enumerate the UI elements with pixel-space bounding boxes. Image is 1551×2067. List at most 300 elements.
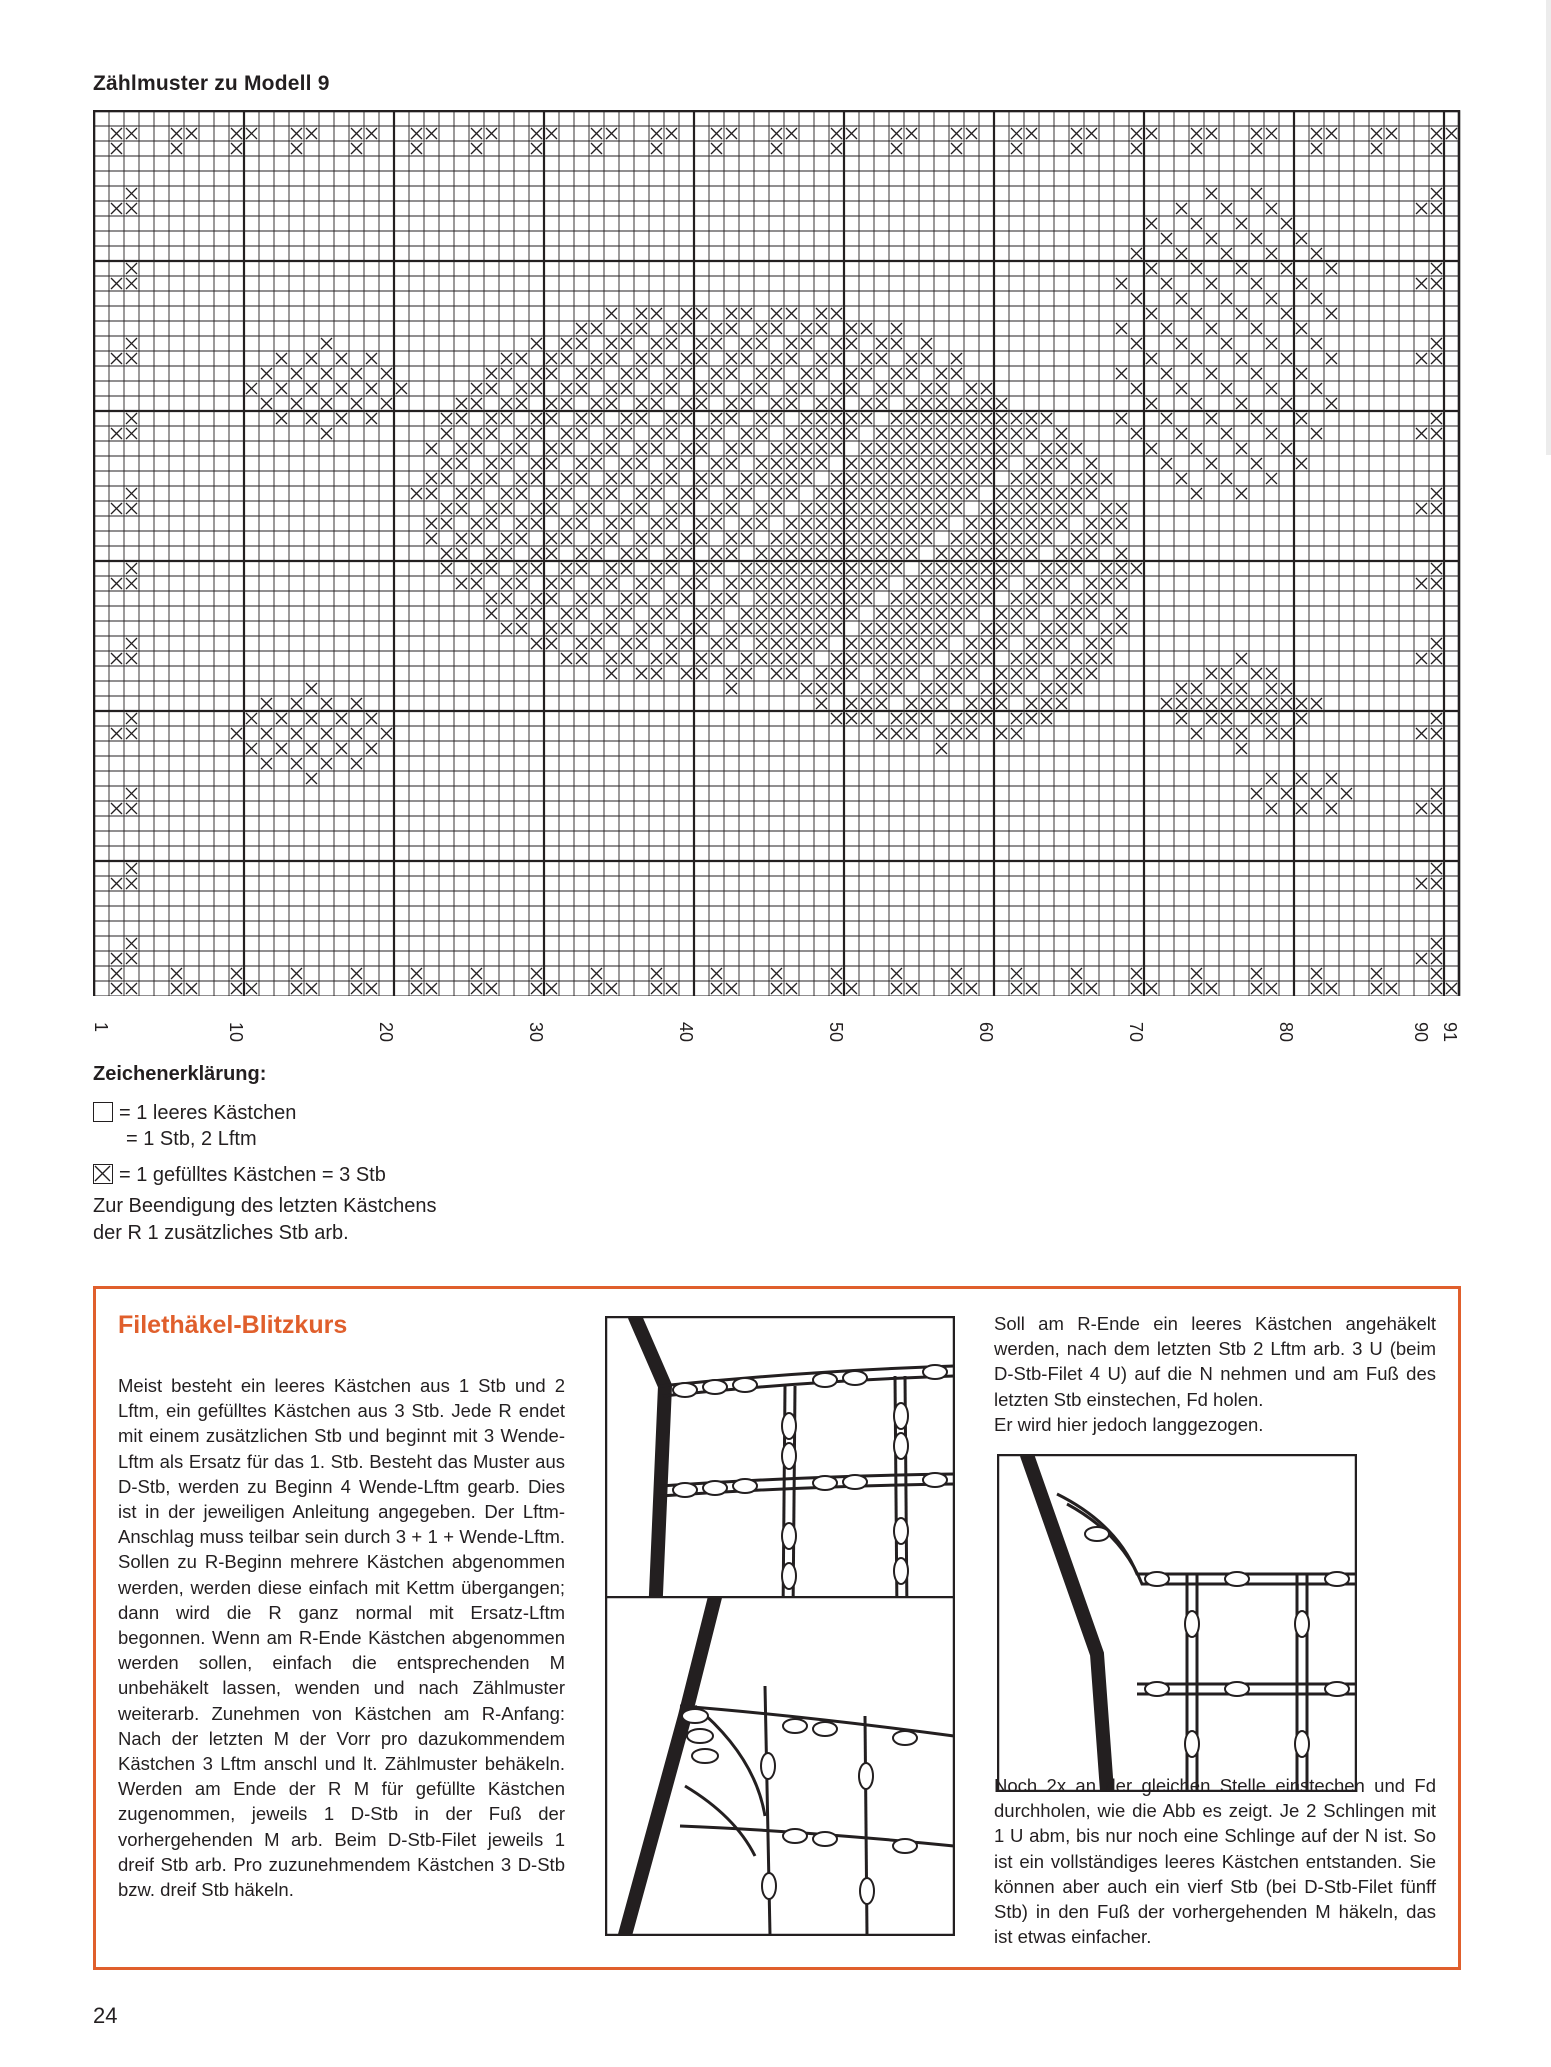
filled-cell xyxy=(636,443,647,454)
filled-cell xyxy=(1146,308,1157,319)
filled-cell xyxy=(801,653,812,664)
filled-cell xyxy=(936,668,947,679)
filled-cell xyxy=(921,488,932,499)
filled-cell xyxy=(1311,698,1322,709)
filled-cell xyxy=(906,653,917,664)
filled-cell xyxy=(771,983,782,994)
filled-cell xyxy=(486,458,497,469)
filled-cell xyxy=(561,578,572,589)
filled-cell xyxy=(981,548,992,559)
filled-cell xyxy=(1191,143,1202,154)
filled-cell xyxy=(741,443,752,454)
filled-cell xyxy=(471,983,482,994)
filled-cell xyxy=(231,128,242,139)
filled-cell xyxy=(816,623,827,634)
filled-cell xyxy=(966,668,977,679)
filled-cell xyxy=(366,983,377,994)
filled-cell xyxy=(666,608,677,619)
filled-cell xyxy=(966,533,977,544)
filled-cell xyxy=(1296,368,1307,379)
filled-cell xyxy=(531,368,542,379)
filled-cell xyxy=(696,443,707,454)
filled-cell xyxy=(771,968,782,979)
filled-cell xyxy=(696,533,707,544)
page-edge-mark xyxy=(1546,0,1551,455)
filled-cell xyxy=(666,368,677,379)
filled-cell xyxy=(876,623,887,634)
filled-cell xyxy=(411,143,422,154)
filled-cell xyxy=(831,983,842,994)
filled-cell xyxy=(816,578,827,589)
filled-cell xyxy=(966,578,977,589)
filled-cell xyxy=(111,128,122,139)
filled-cell xyxy=(1296,413,1307,424)
filled-cell xyxy=(921,713,932,724)
filled-cell xyxy=(501,503,512,514)
filled-cell xyxy=(741,338,752,349)
filled-cell xyxy=(651,353,662,364)
filled-cell xyxy=(411,983,422,994)
filled-cell xyxy=(1416,953,1427,964)
filled-cell xyxy=(1101,623,1112,634)
filled-cell xyxy=(591,368,602,379)
filled-cell xyxy=(861,323,872,334)
filled-cell xyxy=(981,458,992,469)
filled-cell xyxy=(456,578,467,589)
filled-cell xyxy=(471,518,482,529)
filled-cell xyxy=(1011,503,1022,514)
filled-cell xyxy=(831,443,842,454)
filled-cell xyxy=(1371,128,1382,139)
filled-cell xyxy=(756,383,767,394)
filled-cell xyxy=(1326,263,1337,274)
filled-cell xyxy=(846,638,857,649)
filled-cell xyxy=(1206,278,1217,289)
filled-cell xyxy=(111,728,122,739)
filled-cell xyxy=(996,428,1007,439)
filled-cell xyxy=(1431,128,1442,139)
filled-cell xyxy=(741,473,752,484)
filled-cell xyxy=(846,698,857,709)
filled-cell xyxy=(966,458,977,469)
filled-cell xyxy=(801,548,812,559)
filled-cell xyxy=(921,338,932,349)
filled-cell xyxy=(561,338,572,349)
filled-cell xyxy=(111,968,122,979)
filled-cell xyxy=(1266,383,1277,394)
filled-cell xyxy=(1056,443,1067,454)
filled-cell xyxy=(906,428,917,439)
filled-cell xyxy=(441,413,452,424)
filled-cell xyxy=(726,983,737,994)
filled-cell xyxy=(801,608,812,619)
filled-cell xyxy=(456,548,467,559)
legend-filled-text: = 1 gefülltes Kästchen = 3 Stb xyxy=(119,1164,386,1186)
filled-cell xyxy=(1086,668,1097,679)
filled-cell xyxy=(876,653,887,664)
filled-cell xyxy=(831,683,842,694)
filled-cell xyxy=(1056,503,1067,514)
filled-cell xyxy=(1056,548,1067,559)
filled-cell xyxy=(621,413,632,424)
filled-cell xyxy=(801,383,812,394)
filled-cell xyxy=(1161,278,1172,289)
filled-cell xyxy=(1416,728,1427,739)
filled-cell xyxy=(1296,233,1307,244)
filled-cell xyxy=(921,503,932,514)
filled-cell xyxy=(126,488,137,499)
filled-cell xyxy=(786,668,797,679)
filled-cell xyxy=(1011,653,1022,664)
filled-cell xyxy=(981,563,992,574)
filled-cell xyxy=(501,458,512,469)
filled-cell xyxy=(1281,728,1292,739)
filled-cell xyxy=(306,383,317,394)
filled-cell xyxy=(1221,428,1232,439)
filled-cell xyxy=(546,458,557,469)
filled-cell xyxy=(261,758,272,769)
filled-cell xyxy=(1056,428,1067,439)
filled-cell xyxy=(771,323,782,334)
filled-cell xyxy=(981,623,992,634)
filled-cell xyxy=(801,593,812,604)
filled-cell xyxy=(1041,488,1052,499)
filled-cell xyxy=(1221,293,1232,304)
filled-cell xyxy=(636,638,647,649)
filled-cell xyxy=(1116,323,1127,334)
filled-cell xyxy=(1221,713,1232,724)
filled-cell xyxy=(816,638,827,649)
filled-cell xyxy=(1131,968,1142,979)
filled-cell xyxy=(891,338,902,349)
filled-cell xyxy=(816,488,827,499)
filled-cell xyxy=(981,473,992,484)
filled-cell xyxy=(546,623,557,634)
filled-cell xyxy=(876,518,887,529)
filled-cell xyxy=(951,683,962,694)
filled-cell xyxy=(1326,128,1337,139)
filled-cell xyxy=(936,368,947,379)
filled-cell xyxy=(471,578,482,589)
filled-cell xyxy=(126,278,137,289)
filled-cell xyxy=(441,503,452,514)
filled-cell xyxy=(531,383,542,394)
filled-cell xyxy=(126,728,137,739)
filled-cell xyxy=(126,503,137,514)
filled-cell xyxy=(711,143,722,154)
filled-cell xyxy=(846,563,857,574)
filled-cell xyxy=(876,473,887,484)
filled-cell xyxy=(126,188,137,199)
filled-cell xyxy=(1161,458,1172,469)
filled-cell xyxy=(606,473,617,484)
filled-cell xyxy=(426,983,437,994)
filled-cell xyxy=(786,548,797,559)
filled-cell xyxy=(951,368,962,379)
filled-cell xyxy=(936,578,947,589)
filled-cell xyxy=(651,608,662,619)
filled-cell xyxy=(531,548,542,559)
filled-cell xyxy=(936,548,947,559)
filled-cell xyxy=(846,533,857,544)
filled-cell xyxy=(1086,983,1097,994)
legend-note: Zur Beendigung des letzten Kästchens der R 1 zusätzliches Stb arb. xyxy=(93,1195,437,1244)
filled-cell xyxy=(246,713,257,724)
filled-cell xyxy=(906,728,917,739)
filled-cell xyxy=(786,653,797,664)
filled-cell xyxy=(276,743,287,754)
filled-cell xyxy=(306,773,317,784)
filled-cell xyxy=(486,608,497,619)
filled-cell xyxy=(966,398,977,409)
filled-cell xyxy=(1146,398,1157,409)
filet-chart-grid xyxy=(93,110,1465,996)
filled-cell xyxy=(1431,578,1442,589)
filled-cell xyxy=(651,488,662,499)
filled-cell xyxy=(1176,683,1187,694)
filled-cell xyxy=(831,563,842,574)
filled-cell xyxy=(951,728,962,739)
filled-cell xyxy=(1281,398,1292,409)
filled-cell xyxy=(1011,983,1022,994)
filled-cell xyxy=(486,413,497,424)
filled-cell xyxy=(906,608,917,619)
filled-cell xyxy=(876,668,887,679)
filled-cell xyxy=(1086,548,1097,559)
filled-cell xyxy=(756,368,767,379)
filled-cell xyxy=(1086,578,1097,589)
filled-cell xyxy=(1071,488,1082,499)
filled-cell xyxy=(1071,623,1082,634)
filled-cell xyxy=(441,458,452,469)
filled-cell xyxy=(831,713,842,724)
filled-cell xyxy=(651,383,662,394)
filled-cell xyxy=(501,593,512,604)
filled-cell xyxy=(966,728,977,739)
filled-cell xyxy=(876,338,887,349)
filled-cell xyxy=(861,653,872,664)
filled-cell xyxy=(846,983,857,994)
filled-cell xyxy=(1011,683,1022,694)
filled-cell xyxy=(756,503,767,514)
filled-cell xyxy=(831,653,842,664)
filled-cell xyxy=(846,578,857,589)
filled-cell xyxy=(951,398,962,409)
filled-cell xyxy=(906,398,917,409)
filled-cell xyxy=(996,608,1007,619)
filled-cell xyxy=(741,428,752,439)
filled-cell xyxy=(366,128,377,139)
filled-cell xyxy=(936,428,947,439)
empty-box-icon xyxy=(93,1102,113,1122)
filled-cell xyxy=(1011,488,1022,499)
filled-cell xyxy=(801,473,812,484)
filled-cell xyxy=(306,713,317,724)
page-number: 24 xyxy=(93,2003,118,2028)
filled-cell xyxy=(606,668,617,679)
filled-cell xyxy=(1101,653,1112,664)
filled-cell xyxy=(1176,338,1187,349)
filled-cell xyxy=(1431,863,1442,874)
filled-cell xyxy=(861,638,872,649)
filled-cell xyxy=(561,443,572,454)
filled-cell xyxy=(621,518,632,529)
filled-cell xyxy=(486,128,497,139)
filled-cell xyxy=(1026,593,1037,604)
filled-cell xyxy=(576,608,587,619)
filled-cell xyxy=(981,503,992,514)
filled-cell xyxy=(1026,413,1037,424)
axis-label-91: 91 xyxy=(1440,1022,1460,1043)
filled-cell xyxy=(891,623,902,634)
filled-cell xyxy=(1056,683,1067,694)
filled-cell xyxy=(1026,578,1037,589)
filled-cell xyxy=(1011,968,1022,979)
filled-cell xyxy=(576,338,587,349)
filled-cell xyxy=(1086,518,1097,529)
filled-cell xyxy=(846,128,857,139)
filled-cell xyxy=(756,548,767,559)
filled-cell xyxy=(306,353,317,364)
filled-cell xyxy=(126,353,137,364)
filled-cell xyxy=(936,458,947,469)
filled-cell xyxy=(126,563,137,574)
filled-cell xyxy=(756,323,767,334)
filled-cell xyxy=(486,383,497,394)
filled-cell xyxy=(591,443,602,454)
filled-cell xyxy=(1206,323,1217,334)
filled-cell xyxy=(816,533,827,544)
filled-cell xyxy=(891,593,902,604)
filled-cell xyxy=(1431,638,1442,649)
filled-cell xyxy=(531,503,542,514)
filled-cell xyxy=(1221,338,1232,349)
filled-cell xyxy=(1026,518,1037,529)
filled-cell xyxy=(786,443,797,454)
filled-cell xyxy=(171,128,182,139)
filled-cell xyxy=(291,758,302,769)
filled-cell xyxy=(1071,968,1082,979)
filled-cell xyxy=(1431,488,1442,499)
filled-cell xyxy=(456,413,467,424)
axis-label-1: 1 xyxy=(90,1022,111,1033)
filled-cell xyxy=(711,473,722,484)
filled-cell xyxy=(1281,353,1292,364)
filled-cell xyxy=(336,413,347,424)
filled-cell xyxy=(336,713,347,724)
filled-cell xyxy=(1056,668,1067,679)
filled-cell xyxy=(951,623,962,634)
filled-cell xyxy=(726,668,737,679)
filled-cell xyxy=(456,443,467,454)
filled-cell xyxy=(1431,938,1442,949)
filled-cell xyxy=(1311,128,1322,139)
axis-label-30: 30 xyxy=(525,1022,546,1043)
filled-cell xyxy=(321,728,332,739)
filled-cell xyxy=(546,128,557,139)
filled-cell xyxy=(936,563,947,574)
filled-cell xyxy=(1041,698,1052,709)
filled-cell xyxy=(621,503,632,514)
filled-cell xyxy=(1071,143,1082,154)
filled-cell xyxy=(486,548,497,559)
filled-cell xyxy=(666,983,677,994)
filled-cell xyxy=(576,548,587,559)
filled-cell xyxy=(966,593,977,604)
filled-cell xyxy=(1266,128,1277,139)
filled-cell xyxy=(996,548,1007,559)
filled-cell xyxy=(1056,518,1067,529)
filled-cell xyxy=(831,548,842,559)
filled-cell xyxy=(126,878,137,889)
filled-cell xyxy=(1431,653,1442,664)
filled-cell xyxy=(171,983,182,994)
filled-cell xyxy=(876,398,887,409)
filled-cell xyxy=(1236,698,1247,709)
filled-cell xyxy=(471,563,482,574)
filled-cell xyxy=(981,413,992,424)
filled-cell xyxy=(636,548,647,559)
filled-cell xyxy=(741,563,752,574)
filled-cell xyxy=(456,458,467,469)
filled-cell xyxy=(1086,593,1097,604)
filled-cell xyxy=(321,338,332,349)
filled-cell xyxy=(951,353,962,364)
legend-empty-line1: = 1 leeres Kästchen xyxy=(119,1102,297,1124)
filled-cell xyxy=(936,608,947,619)
filled-cell xyxy=(726,578,737,589)
filled-cell xyxy=(621,608,632,619)
filled-cell xyxy=(1326,308,1337,319)
filled-cell xyxy=(291,728,302,739)
filled-cell xyxy=(786,563,797,574)
filled-cell xyxy=(816,353,827,364)
filled-cell xyxy=(801,368,812,379)
filled-cell xyxy=(486,593,497,604)
filled-cell xyxy=(936,623,947,634)
filled-cell xyxy=(906,518,917,529)
filled-cell xyxy=(1446,983,1457,994)
filled-cell xyxy=(1281,443,1292,454)
filled-cell xyxy=(366,713,377,724)
filled-cell xyxy=(891,383,902,394)
filled-cell xyxy=(996,398,1007,409)
filled-cell xyxy=(741,533,752,544)
filled-cell xyxy=(621,338,632,349)
filled-cell xyxy=(906,368,917,379)
filled-cell xyxy=(1011,518,1022,529)
filled-cell xyxy=(951,548,962,559)
filled-cell xyxy=(681,533,692,544)
filled-cell xyxy=(891,563,902,574)
filled-cell xyxy=(861,503,872,514)
filled-cell xyxy=(996,443,1007,454)
filled-cell xyxy=(906,698,917,709)
filled-cell xyxy=(936,518,947,529)
filled-cell xyxy=(516,518,527,529)
filled-cell xyxy=(516,608,527,619)
filled-cell xyxy=(921,518,932,529)
filled-cell xyxy=(1041,713,1052,724)
filled-cell xyxy=(951,653,962,664)
filled-cell xyxy=(1011,668,1022,679)
right-text-bottom: Noch 2x an der gleichen Stelle einstechen und Fd durchholen, wie die Abb es zeigt. Je 2 Schlingen mit 1 U abm, bis nur noch eine Schlinge auf der N ist. So ist ein vollständiges leeres Kästchen entstanden. Sie können aber auch ein vierf Stb (bei D-Stb-Filet fünff Stb) in den Fuß der vorhergehenden M häkeln, das ist etwas einfacher. xyxy=(994,1775,1436,1948)
filled-cell xyxy=(1026,473,1037,484)
filled-cell xyxy=(771,533,782,544)
filled-cell xyxy=(321,758,332,769)
filled-cell xyxy=(621,563,632,574)
filled-cell xyxy=(1266,683,1277,694)
